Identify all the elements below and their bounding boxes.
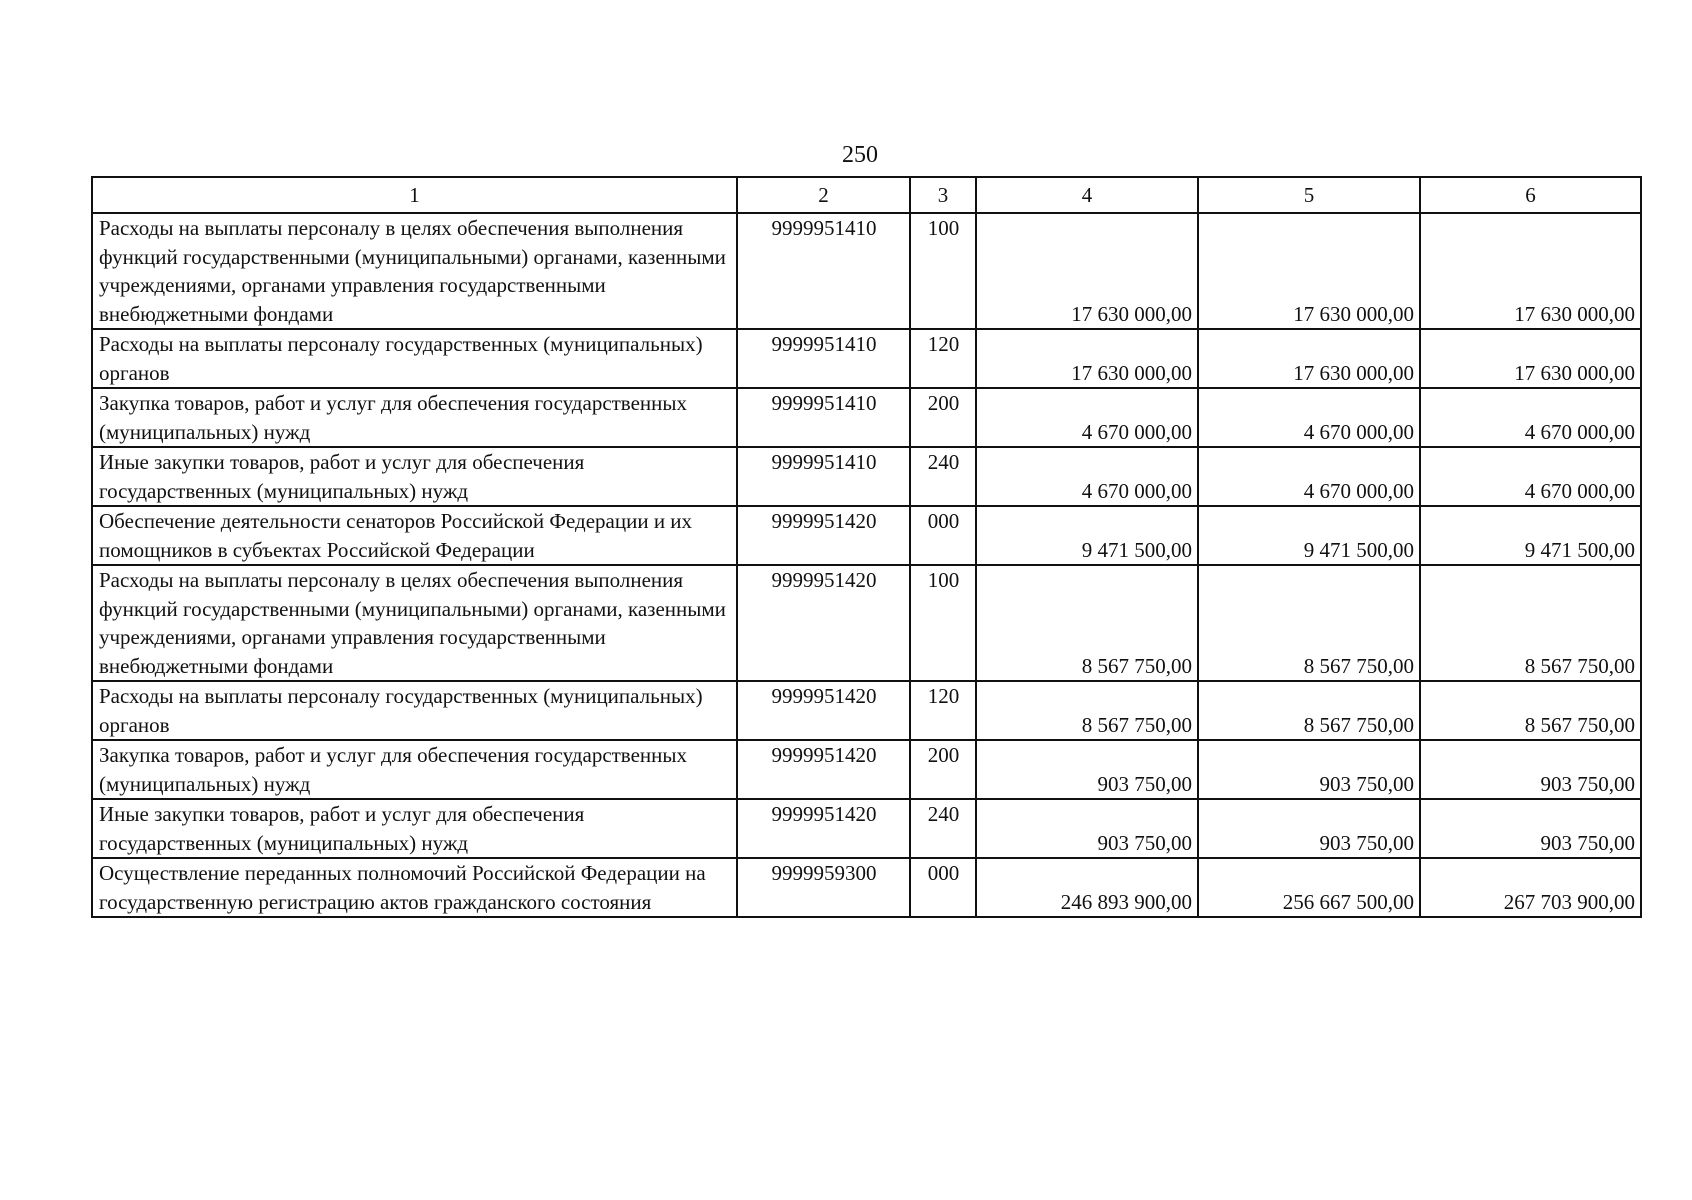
table-row <box>92 799 1641 858</box>
row-amount-3: 8 567 750,00 <box>1420 681 1641 740</box>
column-header-6: 6 <box>1420 177 1641 213</box>
row-amount-1: 8 567 750,00 <box>976 565 1198 681</box>
row-amount-2: 4 670 000,00 <box>1198 388 1420 447</box>
row-amount-1: 903 750,00 <box>976 799 1198 858</box>
row-name: Расходы на выплаты персоналу в целях обеспечения выполнения функций государственными (муниципальными) органами, казенными учреждениями, органами управления государственными внебюджетными фондами <box>92 213 737 329</box>
row-amount-1: 8 567 750,00 <box>976 681 1198 740</box>
row-amount-3: 8 567 750,00 <box>1420 565 1641 681</box>
row-target-article: 9999951410 <box>737 329 910 388</box>
column-header-1: 1 <box>92 177 737 213</box>
row-expense-type: 100 <box>910 565 976 681</box>
table-header-row <box>92 177 1641 213</box>
row-name: Иные закупки товаров, работ и услуг для обеспечения государственных (муниципальных) нужд <box>92 799 737 858</box>
table-row <box>92 858 1641 917</box>
row-amount-2: 903 750,00 <box>1198 740 1420 799</box>
row-target-article: 9999951420 <box>737 799 910 858</box>
row-amount-1: 17 630 000,00 <box>976 213 1198 329</box>
column-header-2: 2 <box>737 177 910 213</box>
table-row <box>92 506 1641 565</box>
row-target-article: 9999951410 <box>737 388 910 447</box>
row-amount-3: 17 630 000,00 <box>1420 213 1641 329</box>
row-target-article: 9999951420 <box>737 740 910 799</box>
row-expense-type: 200 <box>910 388 976 447</box>
row-amount-2: 17 630 000,00 <box>1198 213 1420 329</box>
row-amount-3: 4 670 000,00 <box>1420 388 1641 447</box>
row-amount-1: 246 893 900,00 <box>976 858 1198 917</box>
row-amount-3: 267 703 900,00 <box>1420 858 1641 917</box>
row-amount-2: 256 667 500,00 <box>1198 858 1420 917</box>
row-amount-3: 903 750,00 <box>1420 799 1641 858</box>
row-amount-1: 4 670 000,00 <box>976 388 1198 447</box>
row-amount-1: 903 750,00 <box>976 740 1198 799</box>
table-row <box>92 388 1641 447</box>
row-amount-2: 17 630 000,00 <box>1198 329 1420 388</box>
row-amount-2: 8 567 750,00 <box>1198 681 1420 740</box>
row-amount-3: 17 630 000,00 <box>1420 329 1641 388</box>
row-name: Расходы на выплаты персоналу государственных (муниципальных) органов <box>92 329 737 388</box>
table-row <box>92 565 1641 681</box>
row-amount-3: 903 750,00 <box>1420 740 1641 799</box>
row-name: Иные закупки товаров, работ и услуг для обеспечения государственных (муниципальных) нужд <box>92 447 737 506</box>
row-expense-type: 240 <box>910 799 976 858</box>
table-row <box>92 213 1641 329</box>
column-header-4: 4 <box>976 177 1198 213</box>
row-name: Закупка товаров, работ и услуг для обеспечения государственных (муниципальных) нужд <box>92 388 737 447</box>
row-amount-2: 8 567 750,00 <box>1198 565 1420 681</box>
row-amount-2: 903 750,00 <box>1198 799 1420 858</box>
column-header-3: 3 <box>910 177 976 213</box>
row-amount-3: 4 670 000,00 <box>1420 447 1641 506</box>
row-name: Осуществление переданных полномочий Российской Федерации на государственную регистрацию актов гражданского состояния <box>92 858 737 917</box>
table-row <box>92 740 1641 799</box>
row-amount-1: 4 670 000,00 <box>976 447 1198 506</box>
row-amount-2: 9 471 500,00 <box>1198 506 1420 565</box>
row-target-article: 9999951420 <box>737 565 910 681</box>
row-target-article: 9999959300 <box>737 858 910 917</box>
budget-table <box>91 176 1642 918</box>
page-number: 250 <box>842 142 878 168</box>
row-name: Расходы на выплаты персоналу в целях обеспечения выполнения функций государственными (муниципальными) органами, казенными учреждениями, органами управления государственными внебюджетными фондами <box>92 565 737 681</box>
row-expense-type: 100 <box>910 213 976 329</box>
row-expense-type: 240 <box>910 447 976 506</box>
table-row <box>92 681 1641 740</box>
row-expense-type: 120 <box>910 329 976 388</box>
row-target-article: 9999951410 <box>737 213 910 329</box>
row-target-article: 9999951410 <box>737 447 910 506</box>
row-expense-type: 000 <box>910 506 976 565</box>
row-amount-1: 17 630 000,00 <box>976 329 1198 388</box>
row-expense-type: 120 <box>910 681 976 740</box>
row-amount-3: 9 471 500,00 <box>1420 506 1641 565</box>
row-target-article: 9999951420 <box>737 506 910 565</box>
row-name: Обеспечение деятельности сенаторов Российской Федерации и их помощников в субъектах Российской Федерации <box>92 506 737 565</box>
row-name: Закупка товаров, работ и услуг для обеспечения государственных (муниципальных) нужд <box>92 740 737 799</box>
row-amount-1: 9 471 500,00 <box>976 506 1198 565</box>
column-header-5: 5 <box>1198 177 1420 213</box>
table-row <box>92 447 1641 506</box>
table-row <box>92 329 1641 388</box>
row-expense-type: 000 <box>910 858 976 917</box>
row-name: Расходы на выплаты персоналу государственных (муниципальных) органов <box>92 681 737 740</box>
row-amount-2: 4 670 000,00 <box>1198 447 1420 506</box>
row-expense-type: 200 <box>910 740 976 799</box>
row-target-article: 9999951420 <box>737 681 910 740</box>
